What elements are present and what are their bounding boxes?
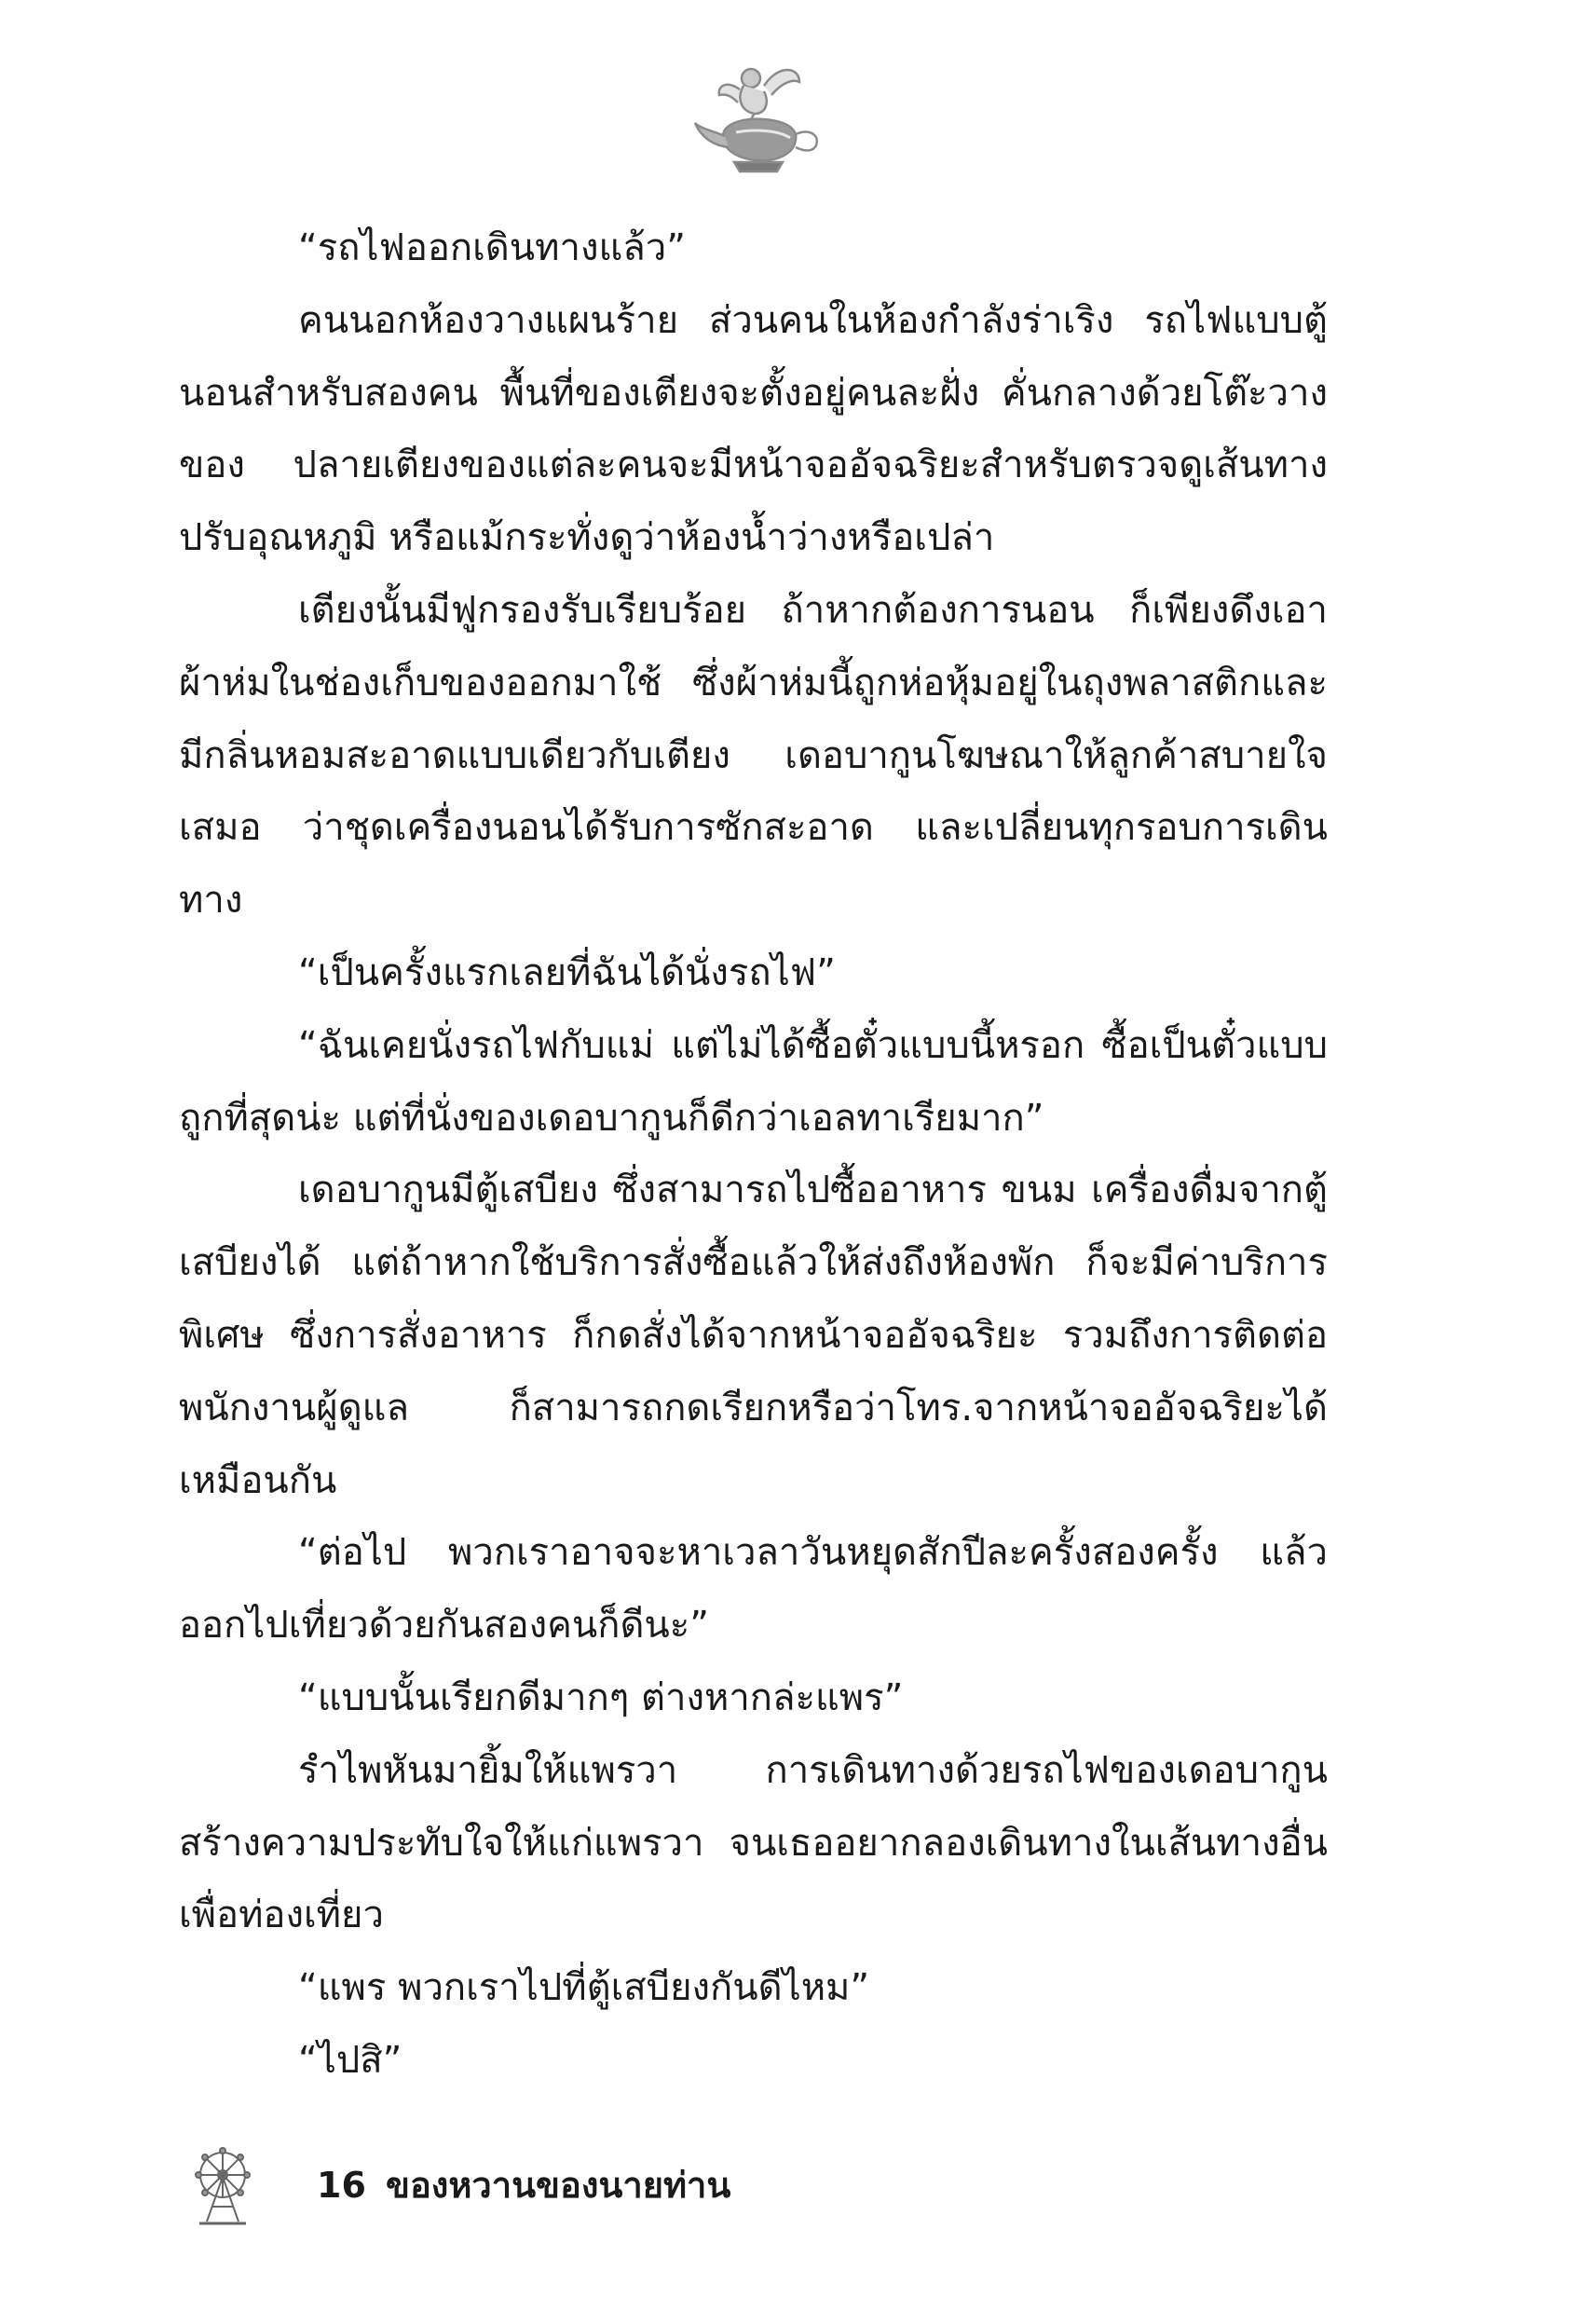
paragraph: คนนอกห้องวางแผนร้าย ส่วนคนในห้องกำลังร่าเริง รถไฟแบบตู้นอนสำหรับสองคน พื้นที่ของเตียงจะตั้งอยู่คนละฝั่ง คั่นกลางด้วยโต๊ะวางของ ปลายเตียงของแต่ละคนจะมีหน้าจออัจฉริยะสำหรับตรวจดูเส้นทาง ปรับอุณหภูมิ หรือแม้กระทั่งดูว่าห้องน้ำว่างหรือเปล่า [179,298,1328,560]
page-footer [190,2143,1029,2227]
paragraph: “ฉันเคยนั่งรถไฟกับแม่ แต่ไม่ได้ซื้อตั๋วแบบนี้หรอก ซื้อเป็นตั๋วแบบถูกที่สุดน่ะ แต่ที่นั่งของเดอบากูนก็ดีกว่าเอลทาเรียมาก” [179,1023,1328,1140]
paragraph: “ต่อไป พวกเราอาจจะหาเวลาวันหยุดสักปีละครั้งสองครั้ง แล้วออกไปเที่ยวด้วยกันสองคนก็ดีนะ” [179,1531,1328,1648]
paragraph: “รถไฟออกเดินทางแล้ว” [298,226,686,269]
paragraph: “แบบนั้นเรียกดีมากๆ ต่างหากล่ะแพร” [298,1675,904,1719]
body-text [179,212,1328,2098]
cherub-teapot-ornament-icon [689,58,829,179]
paragraph: “เป็นครั้งแรกเลยที่ฉันได้นั่งรถไฟ” [298,950,836,994]
page-number: 16 [317,2165,366,2206]
paragraph: เตียงนั้นมีฟูกรองรับเรียบร้อย ถ้าหากต้องการนอน ก็เพียงดึงเอาผ้าห่มในช่องเก็บของออกมาใช้ ซึ่งผ้าห่มนี้ถูกห่อหุ้มอยู่ในถุงพลาสติกและมีกลิ่นหอมสะอาดแบบเดียวกับเตียง เดอบากูนโฆษณาให้ลูกค้าสบายใจเสมอ ว่าชุดเครื่องนอนได้รับการซักสะอาด และเปลี่ยนทุกรอบการเดินทาง [179,588,1328,923]
book-title: ของหวานของนายท่าน [386,2165,731,2206]
paragraph: รำไพหันมายิ้มให้แพรวา การเดินทางด้วยรถไฟของเดอบากูนสร้างความประทับใจให้แก่แพรวา จนเธออยากลองเดินทางในเส้นทางอื่น เพื่อท่องเที่ยว [179,1748,1328,1937]
paragraph: เดอบากูนมีตู้เสบียง ซึ่งสามารถไปซื้ออาหาร ขนม เครื่องดื่มจากตู้เสบียงได้ แต่ถ้าหากใช้บริการสั่งซื้อแล้วให้ส่งถึงห้องพัก ก็จะมีค่าบริการพิเศษ ซึ่งการสั่งอาหาร ก็กดสั่งได้จากหน้าจออัจฉริยะ รวมถึงการติดต่อพนักงานผู้ดูแล ก็สามารถกดเรียกหรือว่าโทร.จากหน้าจออัจฉริยะได้เหมือนกัน [179,1169,1328,1502]
ferris-wheel-ornament-icon [190,2143,255,2227]
paragraph: “แพร พวกเราไปที่ตู้เสบียงกันดีไหม” [298,1966,870,2010]
paragraph: “ไปสิ” [298,2038,402,2082]
